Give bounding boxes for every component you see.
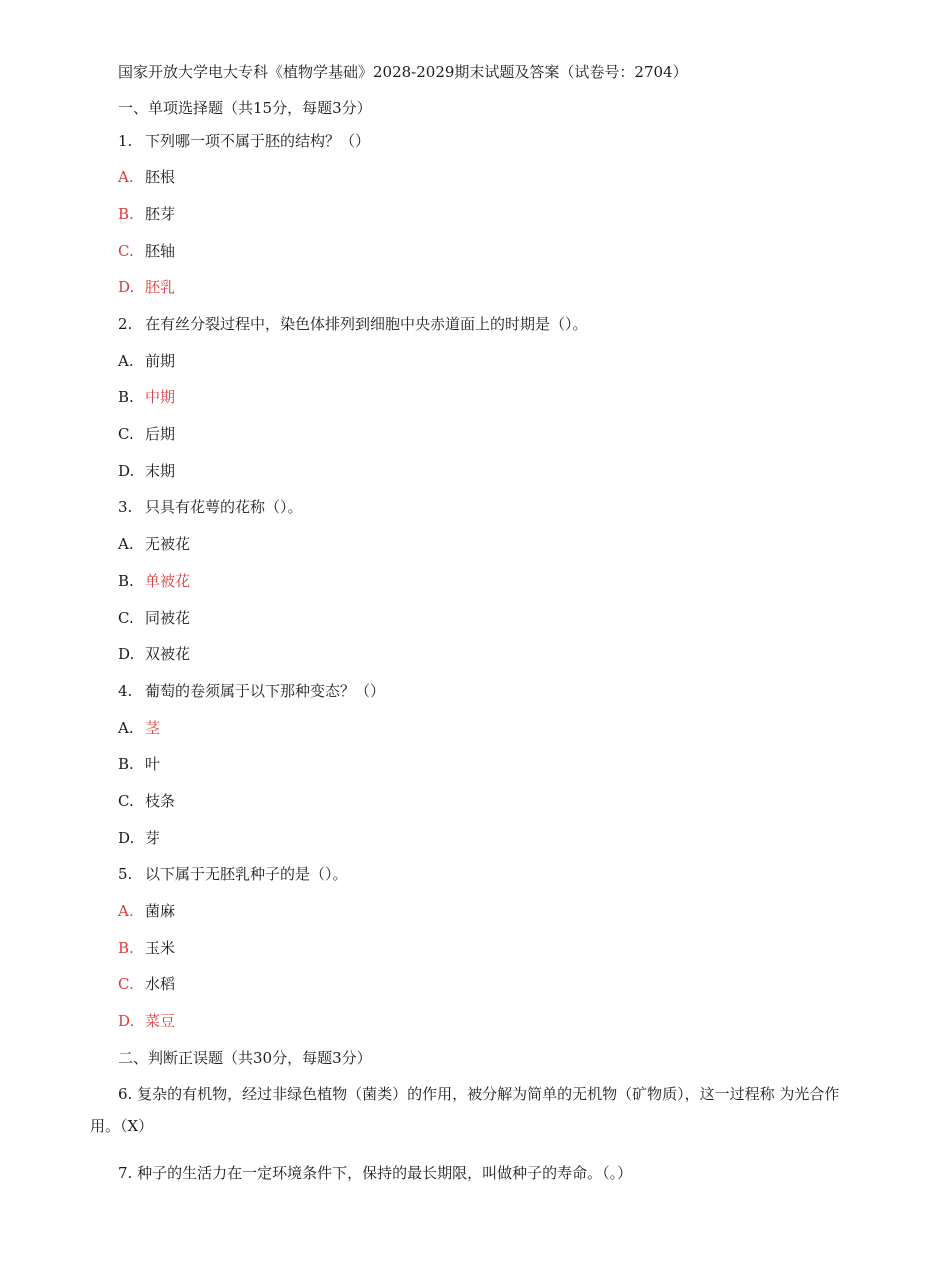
option-letter: A. <box>118 168 134 186</box>
option-letter: B. <box>118 939 134 957</box>
option-text: 末期 <box>145 462 176 480</box>
tf-question-7: 7. 种子的生活力在一定环境条件下，保持的最长期限，叫做种子的寿命。（。） <box>118 1164 633 1182</box>
question-4 <box>118 681 385 701</box>
q4-option-b <box>118 754 160 774</box>
option-text: 菌麻 <box>145 902 176 920</box>
option-letter: A. <box>118 352 134 370</box>
question-number: 4. <box>118 682 133 700</box>
question-number: 1. <box>118 132 133 150</box>
q1-option-d <box>118 277 175 297</box>
q1-option-b <box>118 204 175 224</box>
q5-option-d <box>118 1011 175 1031</box>
option-text-answer: 茎 <box>145 719 161 737</box>
tf-question-6: 6. 复杂的有机物，经过非绿色植物（菌类）的作用，被分解为简单的无机物（矿物质），这一过程称 为光合作用。（X） <box>90 1085 840 1135</box>
option-text: 前期 <box>145 352 176 370</box>
section-heading-single-choice: 一、单项选择题（共15分，每题3分） <box>118 99 372 117</box>
q3-option-d <box>118 644 190 664</box>
q2-option-d <box>118 461 175 481</box>
question-3 <box>118 497 303 517</box>
option-letter: B. <box>118 388 134 406</box>
question-number: 2. <box>118 315 133 333</box>
option-text: 后期 <box>145 425 176 443</box>
option-letter: D. <box>118 829 135 847</box>
question-2 <box>118 314 588 334</box>
option-letter: D. <box>118 645 135 663</box>
question-1 <box>118 131 370 151</box>
q5-option-c <box>118 974 175 994</box>
option-text: 玉米 <box>145 939 176 957</box>
q5-option-b <box>118 938 175 958</box>
option-text: 枝条 <box>145 792 176 810</box>
question-number: 5. <box>118 865 133 883</box>
option-letter: C. <box>118 242 134 260</box>
option-letter: D. <box>118 278 135 296</box>
q3-option-b <box>118 571 190 591</box>
question-text: 下列哪一项不属于胚的结构？（） <box>145 132 371 150</box>
option-text-answer: 菜豆 <box>145 1012 176 1030</box>
option-text-answer: 单被花 <box>145 572 191 590</box>
q1-option-a <box>118 167 175 187</box>
q3-option-c <box>118 608 190 628</box>
option-letter: C. <box>118 975 134 993</box>
exam-title: 国家开放大学电大专科《植物学基础》2028-2029期末试题及答案（试卷号：2704） <box>118 63 688 81</box>
question-text: 葡萄的卷须属于以下那种变态？（） <box>145 682 386 700</box>
option-text: 胚芽 <box>145 205 176 223</box>
q3-option-a <box>118 534 190 554</box>
section-heading-true-false: 二、判断正误题（共30分，每题3分） <box>118 1049 372 1067</box>
option-letter: A. <box>118 719 134 737</box>
option-text: 胚轴 <box>145 242 176 260</box>
question-text: 只具有花萼的花称（）。 <box>145 498 303 516</box>
option-letter: D. <box>118 1012 135 1030</box>
option-text: 水稻 <box>145 975 176 993</box>
option-text: 同被花 <box>145 609 191 627</box>
option-text: 叶 <box>145 755 161 773</box>
q2-option-a <box>118 351 175 371</box>
option-text: 无被花 <box>145 535 191 553</box>
question-number: 3. <box>118 498 133 516</box>
question-text: 以下属于无胚乳种子的是（）。 <box>145 865 348 883</box>
q2-option-c <box>118 424 175 444</box>
option-text: 胚根 <box>145 168 176 186</box>
option-letter: C. <box>118 792 134 810</box>
option-text-answer: 胚乳 <box>145 278 176 296</box>
option-letter: B. <box>118 205 134 223</box>
option-letter: B. <box>118 572 134 590</box>
q4-option-d <box>118 828 160 848</box>
q1-option-c <box>118 241 175 261</box>
q4-option-a <box>118 718 160 738</box>
option-letter: C. <box>118 609 134 627</box>
option-text: 芽 <box>145 829 161 847</box>
option-letter: A. <box>118 535 134 553</box>
question-text: 在有丝分裂过程中，染色体排列到细胞中央赤道面上的时期是（）。 <box>145 315 588 333</box>
option-text: 双被花 <box>145 645 191 663</box>
option-letter: B. <box>118 755 134 773</box>
question-5 <box>118 864 348 884</box>
option-letter: D. <box>118 462 135 480</box>
option-letter: C. <box>118 425 134 443</box>
q2-option-b <box>118 387 175 407</box>
option-letter: A. <box>118 902 134 920</box>
q4-option-c <box>118 791 175 811</box>
option-text-answer: 中期 <box>145 388 176 406</box>
q5-option-a <box>118 901 175 921</box>
